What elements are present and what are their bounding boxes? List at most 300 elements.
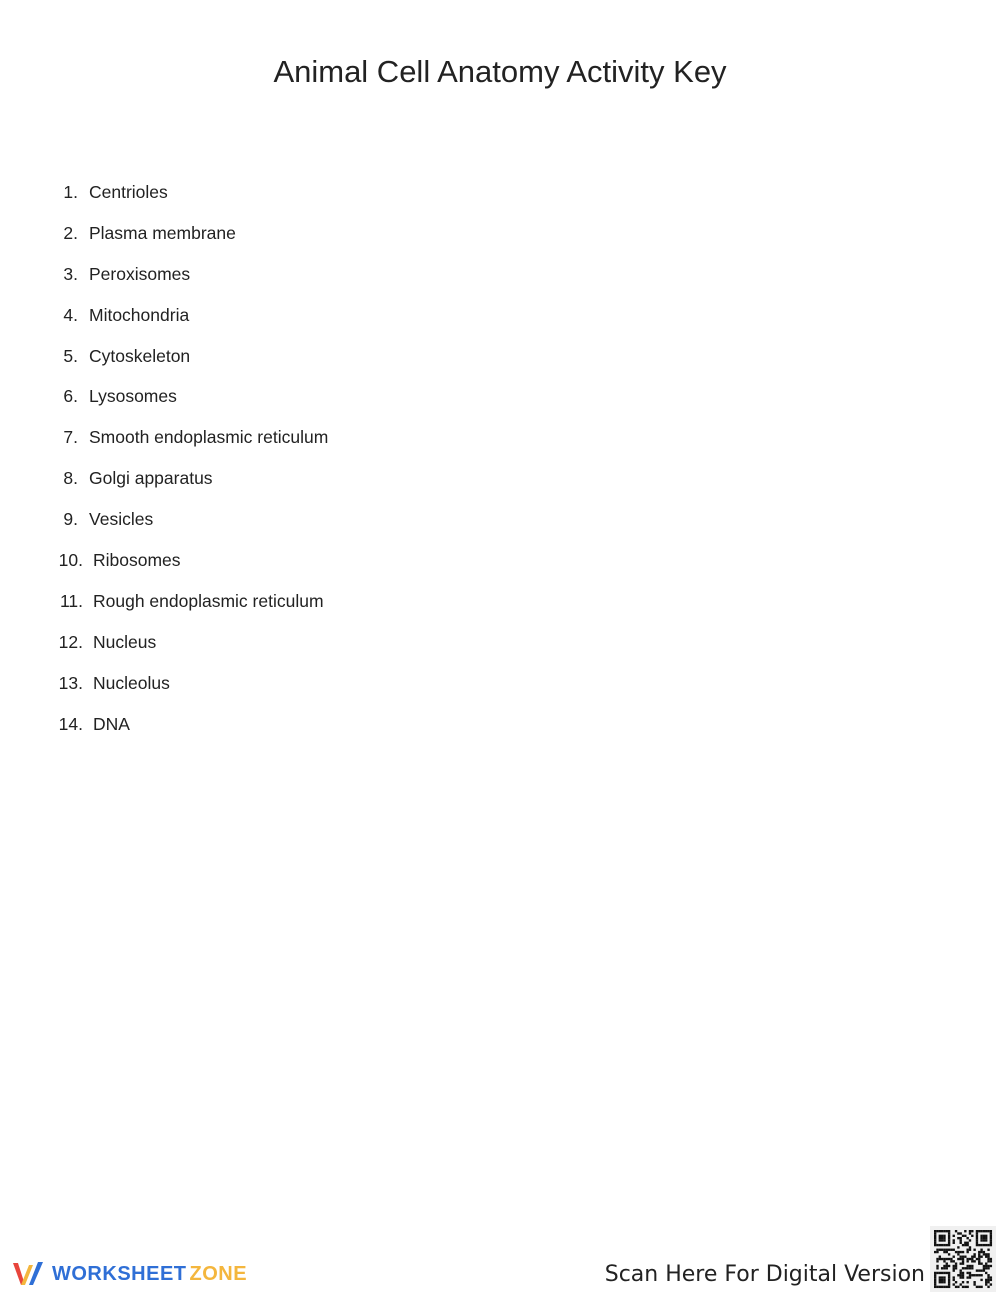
qr-module: [985, 1265, 987, 1267]
qr-module: [962, 1244, 964, 1246]
answer-number: 1.: [63, 182, 78, 202]
qr-module: [973, 1283, 975, 1285]
qr-module: [941, 1267, 943, 1269]
answer-item: [0, 260, 400, 301]
qr-module: [939, 1249, 941, 1251]
qr-module: [987, 1276, 989, 1278]
qr-module: [953, 1283, 955, 1285]
footer: [0, 1222, 1000, 1294]
qr-module: [983, 1269, 985, 1271]
qr-module: [939, 1237, 941, 1239]
answer-text: Plasma membrane: [89, 222, 236, 243]
qr-module: [976, 1230, 978, 1232]
qr-module: [948, 1253, 950, 1255]
qr-module: [966, 1260, 968, 1262]
answer-text: DNA: [93, 713, 130, 734]
qr-module: [955, 1265, 957, 1267]
qr-module: [936, 1272, 938, 1274]
answer-text: Mitochondria: [89, 304, 190, 325]
qr-module: [939, 1281, 941, 1283]
answer-number: 8.: [63, 468, 78, 489]
qr-module: [948, 1232, 950, 1234]
qr-module: [980, 1251, 982, 1253]
qr-module: [987, 1286, 989, 1288]
qr-module: [943, 1276, 945, 1278]
qr-module: [955, 1251, 957, 1253]
qr-module: [943, 1235, 945, 1237]
qr-module: [960, 1237, 962, 1239]
qr-module: [934, 1281, 936, 1283]
qr-module: [980, 1237, 982, 1239]
qr-module: [948, 1242, 950, 1244]
qr-module: [978, 1253, 980, 1255]
qr-module: [990, 1244, 992, 1246]
qr-module: [953, 1249, 955, 1251]
qr-code-icon[interactable]: [930, 1226, 996, 1292]
qr-module: [973, 1253, 975, 1255]
qr-module: [936, 1286, 938, 1288]
answer-number: 9.: [63, 509, 78, 530]
qr-module: [934, 1283, 936, 1285]
qr-module: [960, 1262, 962, 1264]
qr-module: [960, 1276, 962, 1278]
qr-module: [953, 1256, 955, 1258]
qr-module: [969, 1239, 971, 1241]
answer-item: [0, 669, 400, 710]
qr-module: [957, 1246, 959, 1248]
qr-module: [969, 1249, 971, 1251]
qr-module: [964, 1244, 966, 1246]
qr-module: [980, 1279, 982, 1281]
qr-module: [990, 1283, 992, 1285]
qr-module: [960, 1272, 962, 1274]
qr-module: [985, 1272, 987, 1274]
qr-module: [934, 1274, 936, 1276]
qr-module: [957, 1232, 959, 1234]
qr-module: [943, 1239, 945, 1241]
qr-module: [971, 1265, 973, 1267]
qr-module: [962, 1262, 964, 1264]
qr-module: [953, 1239, 955, 1241]
qr-module: [987, 1281, 989, 1283]
answer-item: [0, 423, 400, 464]
answer-item: [0, 178, 400, 219]
qr-module: [978, 1286, 980, 1288]
qr-module: [985, 1262, 987, 1264]
answer-item: [0, 382, 400, 423]
qr-module: [939, 1235, 941, 1237]
worksheetzone-logo-icon: [10, 1259, 48, 1289]
qr-module: [946, 1244, 948, 1246]
qr-module: [976, 1274, 978, 1276]
qr-module: [934, 1232, 936, 1234]
qr-module: [939, 1258, 941, 1260]
qr-module: [953, 1269, 955, 1271]
qr-module: [941, 1258, 943, 1260]
qr-module: [943, 1251, 945, 1253]
qr-module: [948, 1244, 950, 1246]
qr-module: [978, 1269, 980, 1271]
qr-module: [943, 1265, 945, 1267]
qr-module: [966, 1281, 968, 1283]
qr-module: [957, 1286, 959, 1288]
qr-module: [990, 1258, 992, 1260]
qr-module: [980, 1286, 982, 1288]
qr-module: [941, 1279, 943, 1281]
qr-module: [953, 1265, 955, 1267]
answer-text: Ribosomes: [93, 550, 181, 571]
qr-module: [936, 1260, 938, 1262]
qr-module: [973, 1281, 975, 1283]
answer-number: 14.: [58, 713, 83, 734]
qr-module: [962, 1260, 964, 1262]
answer-text: Peroxisomes: [89, 263, 191, 284]
qr-module: [978, 1251, 980, 1253]
qr-module: [936, 1265, 938, 1267]
qr-module: [985, 1253, 987, 1255]
qr-module: [948, 1237, 950, 1239]
qr-module: [934, 1286, 936, 1288]
qr-module: [948, 1274, 950, 1276]
qr-module: [962, 1251, 964, 1253]
qr-module: [971, 1256, 973, 1258]
qr-module: [962, 1256, 964, 1258]
qr-module: [976, 1242, 978, 1244]
answer-item: [0, 342, 400, 383]
qr-module: [973, 1260, 975, 1262]
brand-logo[interactable]: [10, 1258, 247, 1290]
qr-module: [971, 1235, 973, 1237]
qr-module: [953, 1235, 955, 1237]
qr-module: [934, 1237, 936, 1239]
answer-text: Nucleolus: [93, 672, 170, 693]
qr-module: [985, 1235, 987, 1237]
qr-module: [971, 1258, 973, 1260]
qr-module: [953, 1242, 955, 1244]
qr-module: [971, 1230, 973, 1232]
qr-module: [962, 1281, 964, 1283]
qr-module: [964, 1256, 966, 1258]
qr-module: [955, 1281, 957, 1283]
qr-module: [987, 1260, 989, 1262]
qr-module: [983, 1235, 985, 1237]
qr-module: [985, 1283, 987, 1285]
qr-module: [943, 1230, 945, 1232]
answer-number: 3.: [63, 263, 78, 284]
qr-module: [936, 1251, 938, 1253]
qr-module: [980, 1274, 982, 1276]
qr-module: [962, 1274, 964, 1276]
answer-item: [0, 628, 400, 669]
qr-module: [987, 1279, 989, 1281]
qr-module: [966, 1258, 968, 1260]
qr-module: [985, 1230, 987, 1232]
qr-module: [946, 1262, 948, 1264]
qr-module: [943, 1272, 945, 1274]
qr-module: [943, 1237, 945, 1239]
answer-item: [0, 301, 400, 342]
qr-module: [985, 1239, 987, 1241]
qr-module: [980, 1249, 982, 1251]
brand-name-zone: ZONE: [189, 1262, 248, 1285]
qr-module: [969, 1272, 971, 1274]
answer-text: Smooth endoplasmic reticulum: [89, 427, 329, 448]
qr-module: [934, 1235, 936, 1237]
qr-module: [983, 1251, 985, 1253]
qr-module: [969, 1265, 971, 1267]
answer-number: 10.: [58, 550, 83, 571]
qr-module: [957, 1251, 959, 1253]
qr-module: [976, 1258, 978, 1260]
qr-module: [943, 1244, 945, 1246]
qr-module: [983, 1253, 985, 1255]
qr-module: [943, 1281, 945, 1283]
qr-module: [960, 1274, 962, 1276]
qr-module: [934, 1239, 936, 1241]
qr-module: [964, 1235, 966, 1237]
qr-module: [943, 1286, 945, 1288]
qr-module: [990, 1260, 992, 1262]
qr-module: [966, 1237, 968, 1239]
qr-module: [980, 1235, 982, 1237]
qr-module: [962, 1272, 964, 1274]
qr-module: [960, 1232, 962, 1234]
qr-module: [941, 1230, 943, 1232]
qr-module: [948, 1258, 950, 1260]
qr-module: [969, 1276, 971, 1278]
qr-module: [941, 1235, 943, 1237]
qr-module: [953, 1267, 955, 1269]
qr-module: [936, 1249, 938, 1251]
qr-module: [987, 1265, 989, 1267]
qr-module: [946, 1265, 948, 1267]
qr-module: [939, 1230, 941, 1232]
qr-module: [955, 1267, 957, 1269]
answer-number: 6.: [63, 386, 78, 407]
qr-module: [939, 1256, 941, 1258]
qr-module: [980, 1262, 982, 1264]
qr-module: [987, 1258, 989, 1260]
qr-module: [960, 1242, 962, 1244]
qr-module: [985, 1244, 987, 1246]
qr-module: [969, 1258, 971, 1260]
qr-module: [960, 1251, 962, 1253]
answer-text: Rough endoplasmic reticulum: [93, 590, 324, 611]
qr-module: [978, 1258, 980, 1260]
qr-module: [964, 1242, 966, 1244]
qr-module: [957, 1237, 959, 1239]
qr-module: [966, 1249, 968, 1251]
qr-module: [957, 1274, 959, 1276]
qr-module: [985, 1279, 987, 1281]
page-title: Animal Cell Anatomy Activity Key: [273, 54, 727, 89]
answer-number: 7.: [63, 427, 78, 448]
qr-module: [978, 1230, 980, 1232]
qr-module: [941, 1276, 943, 1278]
qr-module: [936, 1230, 938, 1232]
qr-module: [985, 1267, 987, 1269]
qr-module: [969, 1267, 971, 1269]
qr-module: [934, 1276, 936, 1278]
qr-module: [948, 1230, 950, 1232]
qr-module: [960, 1283, 962, 1285]
qr-module: [960, 1239, 962, 1241]
qr-module: [987, 1267, 989, 1269]
qr-module: [943, 1279, 945, 1281]
qr-module: [990, 1237, 992, 1239]
qr-module: [990, 1279, 992, 1281]
answer-text: Nucleus: [93, 631, 157, 652]
qr-module: [966, 1265, 968, 1267]
qr-module: [980, 1269, 982, 1271]
qr-module: [980, 1230, 982, 1232]
qr-module: [978, 1262, 980, 1264]
qr-module: [939, 1239, 941, 1241]
qr-module: [969, 1232, 971, 1234]
answer-number: 2.: [63, 222, 78, 243]
qr-module: [980, 1239, 982, 1241]
answer-text: Lysosomes: [89, 386, 177, 407]
brand-name-worksheet: WORKSHEET: [52, 1262, 187, 1285]
qr-module: [934, 1279, 936, 1281]
qr-module: [943, 1260, 945, 1262]
answer-item: [0, 464, 400, 505]
qr-module: [969, 1274, 971, 1276]
qr-module: [946, 1249, 948, 1251]
qr-module: [946, 1230, 948, 1232]
qr-module: [980, 1256, 982, 1258]
qr-module: [960, 1256, 962, 1258]
qr-module: [973, 1274, 975, 1276]
qr-module: [950, 1260, 952, 1262]
qr-module: [962, 1235, 964, 1237]
qr-module: [946, 1286, 948, 1288]
qr-module: [990, 1265, 992, 1267]
qr-module: [946, 1251, 948, 1253]
qr-module: [971, 1267, 973, 1269]
qr-module: [983, 1239, 985, 1241]
qr-module: [934, 1244, 936, 1246]
qr-module: [987, 1256, 989, 1258]
answer-number: 5.: [63, 345, 78, 366]
qr-module: [941, 1272, 943, 1274]
qr-module: [960, 1258, 962, 1260]
qr-module: [948, 1249, 950, 1251]
qr-module: [990, 1276, 992, 1278]
answer-item: [0, 710, 400, 751]
qr-module: [976, 1244, 978, 1246]
qr-module: [987, 1274, 989, 1276]
qr-module: [953, 1276, 955, 1278]
qr-module: [948, 1279, 950, 1281]
qr-module: [983, 1237, 985, 1239]
qr-module: [941, 1239, 943, 1241]
qr-module: [941, 1237, 943, 1239]
qr-module: [960, 1269, 962, 1271]
qr-module: [978, 1244, 980, 1246]
qr-module: [976, 1286, 978, 1288]
qr-module: [948, 1281, 950, 1283]
qr-module: [990, 1235, 992, 1237]
qr-module: [957, 1258, 959, 1260]
qr-module: [948, 1276, 950, 1278]
qr-module: [976, 1232, 978, 1234]
qr-module: [941, 1249, 943, 1251]
qr-module: [971, 1274, 973, 1276]
qr-module: [939, 1244, 941, 1246]
qr-module: [969, 1230, 971, 1232]
qr-module: [946, 1267, 948, 1269]
qr-module: [966, 1242, 968, 1244]
qr-module: [939, 1276, 941, 1278]
qr-module: [936, 1244, 938, 1246]
answer-text: Cytoskeleton: [89, 345, 191, 366]
qr-module: [939, 1279, 941, 1281]
qr-module: [946, 1272, 948, 1274]
answer-item: [0, 546, 400, 587]
qr-module: [966, 1244, 968, 1246]
qr-module: [990, 1232, 992, 1234]
qr-module: [985, 1237, 987, 1239]
qr-module: [939, 1272, 941, 1274]
qr-module: [934, 1230, 936, 1232]
answer-text: Centrioles: [89, 182, 168, 202]
qr-module: [987, 1244, 989, 1246]
qr-module: [973, 1249, 975, 1251]
qr-module: [964, 1230, 966, 1232]
qr-module: [948, 1235, 950, 1237]
answer-number: 4.: [63, 304, 78, 325]
answer-item: [0, 587, 400, 628]
qr-module: [990, 1230, 992, 1232]
qr-module: [962, 1286, 964, 1288]
qr-module: [971, 1260, 973, 1262]
qr-module: [966, 1276, 968, 1278]
answer-number: 13.: [58, 672, 83, 693]
qr-module: [953, 1260, 955, 1262]
qr-module: [990, 1242, 992, 1244]
qr-module: [978, 1274, 980, 1276]
qr-module: [985, 1256, 987, 1258]
qr-module: [978, 1256, 980, 1258]
qr-module: [966, 1267, 968, 1269]
qr-module: [980, 1244, 982, 1246]
qr-module: [943, 1249, 945, 1251]
qr-module: [934, 1272, 936, 1274]
qr-module: [950, 1258, 952, 1260]
qr-module: [990, 1239, 992, 1241]
qr-module: [936, 1258, 938, 1260]
qr-module: [946, 1258, 948, 1260]
answer-text: Vesicles: [89, 509, 154, 530]
qr-module: [966, 1272, 968, 1274]
qr-module: [976, 1269, 978, 1271]
qr-module: [983, 1267, 985, 1269]
qr-module: [976, 1237, 978, 1239]
scan-label: Scan Here For Digital Version: [604, 1262, 925, 1287]
qr-module: [987, 1230, 989, 1232]
qr-module: [939, 1286, 941, 1288]
qr-module: [941, 1244, 943, 1246]
answer-item: [0, 505, 400, 546]
qr-module: [943, 1258, 945, 1260]
qr-module: [948, 1272, 950, 1274]
qr-module: [941, 1286, 943, 1288]
qr-module: [948, 1286, 950, 1288]
qr-module: [934, 1242, 936, 1244]
qr-module: [978, 1260, 980, 1262]
answer-number: 12.: [58, 631, 83, 652]
